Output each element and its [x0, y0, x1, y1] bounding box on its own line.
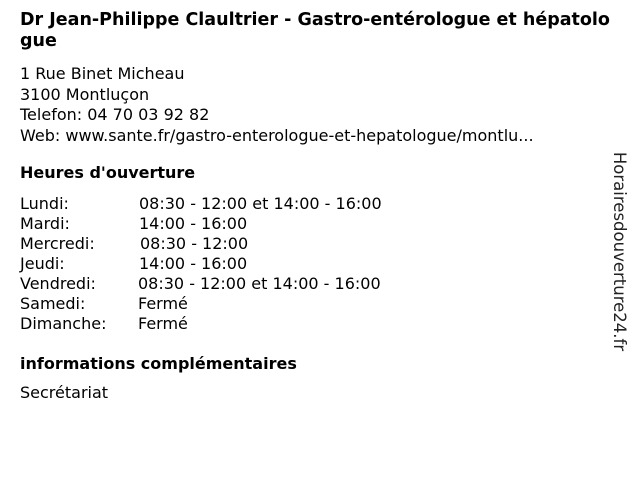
day-hours: Fermé — [138, 314, 188, 333]
day-label: Vendredi: — [20, 274, 96, 293]
additional-info-heading: informations complémentaires — [20, 354, 297, 373]
site-watermark — [600, 134, 640, 369]
street-address: 1 Rue Binet Micheau — [20, 64, 185, 83]
address-block — [20, 64, 534, 146]
phone-number[interactable]: Telefon: 04 70 03 92 82 — [20, 105, 210, 124]
day-label: Jeudi: — [20, 254, 65, 273]
page-title: Dr Jean-Philippe Claultrier - Gastro-entérologue et hépatologue — [20, 10, 610, 51]
day-label: Lundi: — [20, 194, 69, 213]
day-hours: 14:00 - 16:00 — [139, 254, 248, 273]
day-label: Dimanche: — [20, 314, 107, 333]
additional-info-text: Secrétariat — [20, 383, 109, 402]
day-label: Mercredi: — [20, 234, 95, 253]
day-hours: Fermé — [138, 294, 188, 313]
website-link[interactable]: Web: www.sante.fr/gastro-enterologue-et-hepatologue/montlu... — [20, 125, 534, 145]
opening-hours-heading: Heures d'ouverture — [20, 163, 196, 182]
watermark-text: Horairesdouverture24.fr — [610, 151, 630, 352]
day-label: Samedi: — [20, 294, 86, 313]
day-label: Mardi: — [20, 214, 70, 233]
day-hours: 08:30 - 12:00 — [140, 234, 249, 253]
day-hours: 08:30 - 12:00 et 14:00 - 16:00 — [139, 194, 382, 213]
day-hours: 14:00 - 16:00 — [139, 214, 248, 233]
day-hours: 08:30 - 12:00 et 14:00 - 16:00 — [138, 274, 381, 293]
city-postcode: 3100 Montluçon — [20, 84, 150, 104]
